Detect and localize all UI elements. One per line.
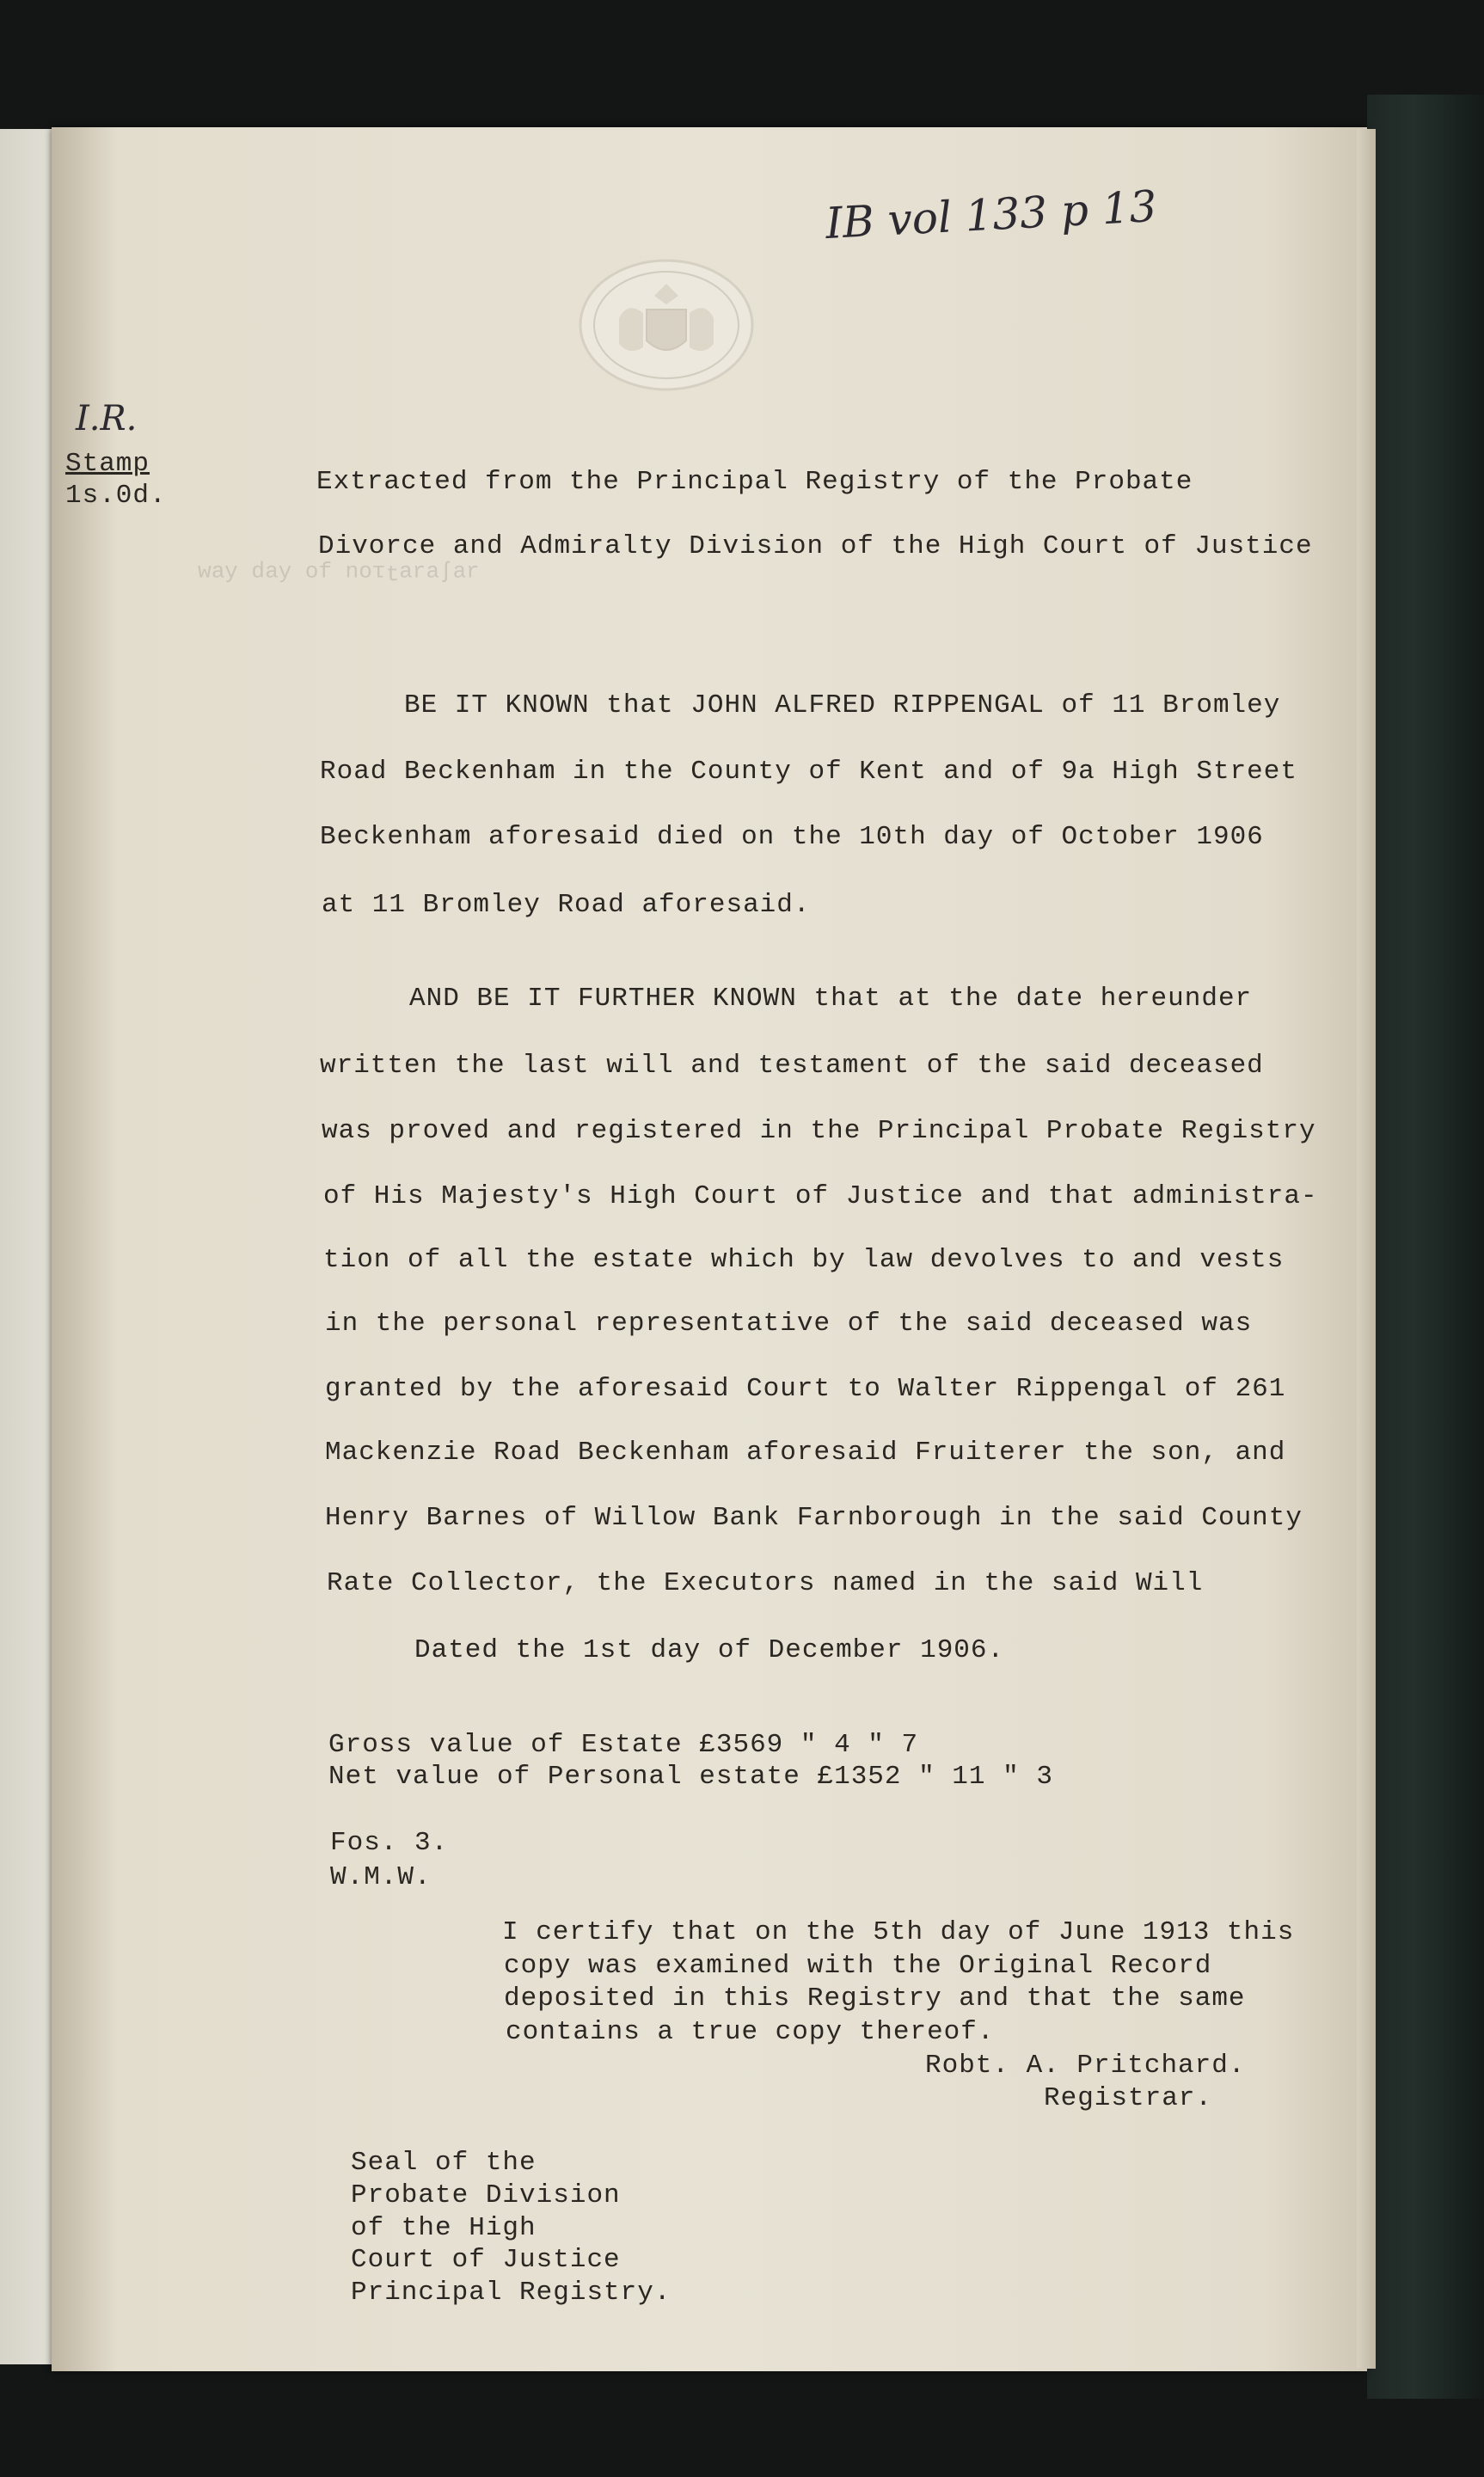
paragraph2-line: AND BE IT FURTHER KNOWN that at the date hereunder — [409, 984, 1253, 1014]
seal-line: Principal Registry. — [351, 2278, 671, 2308]
seal-line: Court of Justice — [351, 2245, 621, 2275]
certificate-line: deposited in this Registry and that the same — [504, 1983, 1246, 2014]
paragraph1-line: Road Beckenham in the County of Kent and of 9a High Street — [320, 757, 1297, 787]
certificate-line: contains a true copy thereof. — [506, 2017, 995, 2047]
paragraph1-line: Beckenham aforesaid died on the 10th day of October 1906 — [320, 822, 1264, 852]
seal-line: of the High — [351, 2213, 537, 2243]
paragraph2-line: of His Majesty's High Court of Justice and that administra- — [323, 1181, 1318, 1211]
stamp-label: Stamp — [65, 449, 150, 479]
paragraph2-line: granted by the aforesaid Court to Walter Rippengal of 261 — [325, 1374, 1286, 1404]
book-binding — [1367, 95, 1484, 2399]
paragraph2-line: written the last will and testament of the said deceased — [320, 1051, 1264, 1081]
certificate-line: copy was examined with the Original Record — [504, 1951, 1212, 1981]
embossed-royal-arms-seal — [578, 258, 755, 392]
paragraph2-line: tion of all the estate which by law devolves to and vests — [323, 1245, 1285, 1275]
paragraph2-line: was proved and registered in the Principal Probate Registry — [322, 1116, 1316, 1146]
paragraph2-line: in the personal representative of the said deceased was — [325, 1309, 1253, 1339]
handwritten-reference: IB vol 133 p 13 — [824, 181, 1158, 249]
clerk-initials: W.M.W. — [330, 1862, 432, 1892]
header-line-2: Divorce and Admiralty Division of the High Court of Justice — [318, 531, 1313, 561]
seal-line: Seal of the — [351, 2148, 537, 2178]
paragraph2-line: Mackenzie Road Beckenham aforesaid Fruiterer the son, and — [325, 1438, 1286, 1468]
paragraph2-line: Rate Collector, the Executors named in the said Will — [327, 1568, 1204, 1598]
paragraph1-line: BE IT KNOWN that JOHN ALFRED RIPPENGAL of 11 Bromley — [404, 690, 1281, 720]
certificate-line: I certify that on the 5th day of June 1913 this — [502, 1917, 1295, 1947]
stamp-value: 1s.0d. — [65, 481, 167, 511]
seal-line: Probate Division — [351, 2180, 621, 2210]
paragraph2-line: Henry Barnes of Willow Bank Farnborough in the said County — [325, 1503, 1303, 1533]
dated-line: Dated the 1st day of December 1906. — [414, 1635, 1005, 1665]
gross-value: Gross value of Estate £3569 " 4 " 7 — [328, 1730, 919, 1760]
page-right-edge — [1357, 129, 1376, 2369]
show-through-text: ɹɐʃɐɹɐʇıou ɟo ʎɐp ʎɐʍ — [198, 559, 480, 585]
header-line-1: Extracted from the Principal Registry of the Probate — [316, 467, 1193, 497]
registrar-title: Registrar. — [1044, 2083, 1213, 2113]
fos-count: Fos. 3. — [330, 1828, 449, 1858]
paragraph1-line: at 11 Bromley Road aforesaid. — [322, 890, 811, 920]
registrar-name: Robt. A. Pritchard. — [925, 2051, 1246, 2081]
net-value: Net value of Personal estate £1352 " 11 " 3 — [328, 1762, 1053, 1792]
stamp-initials: I.R. — [76, 399, 138, 438]
